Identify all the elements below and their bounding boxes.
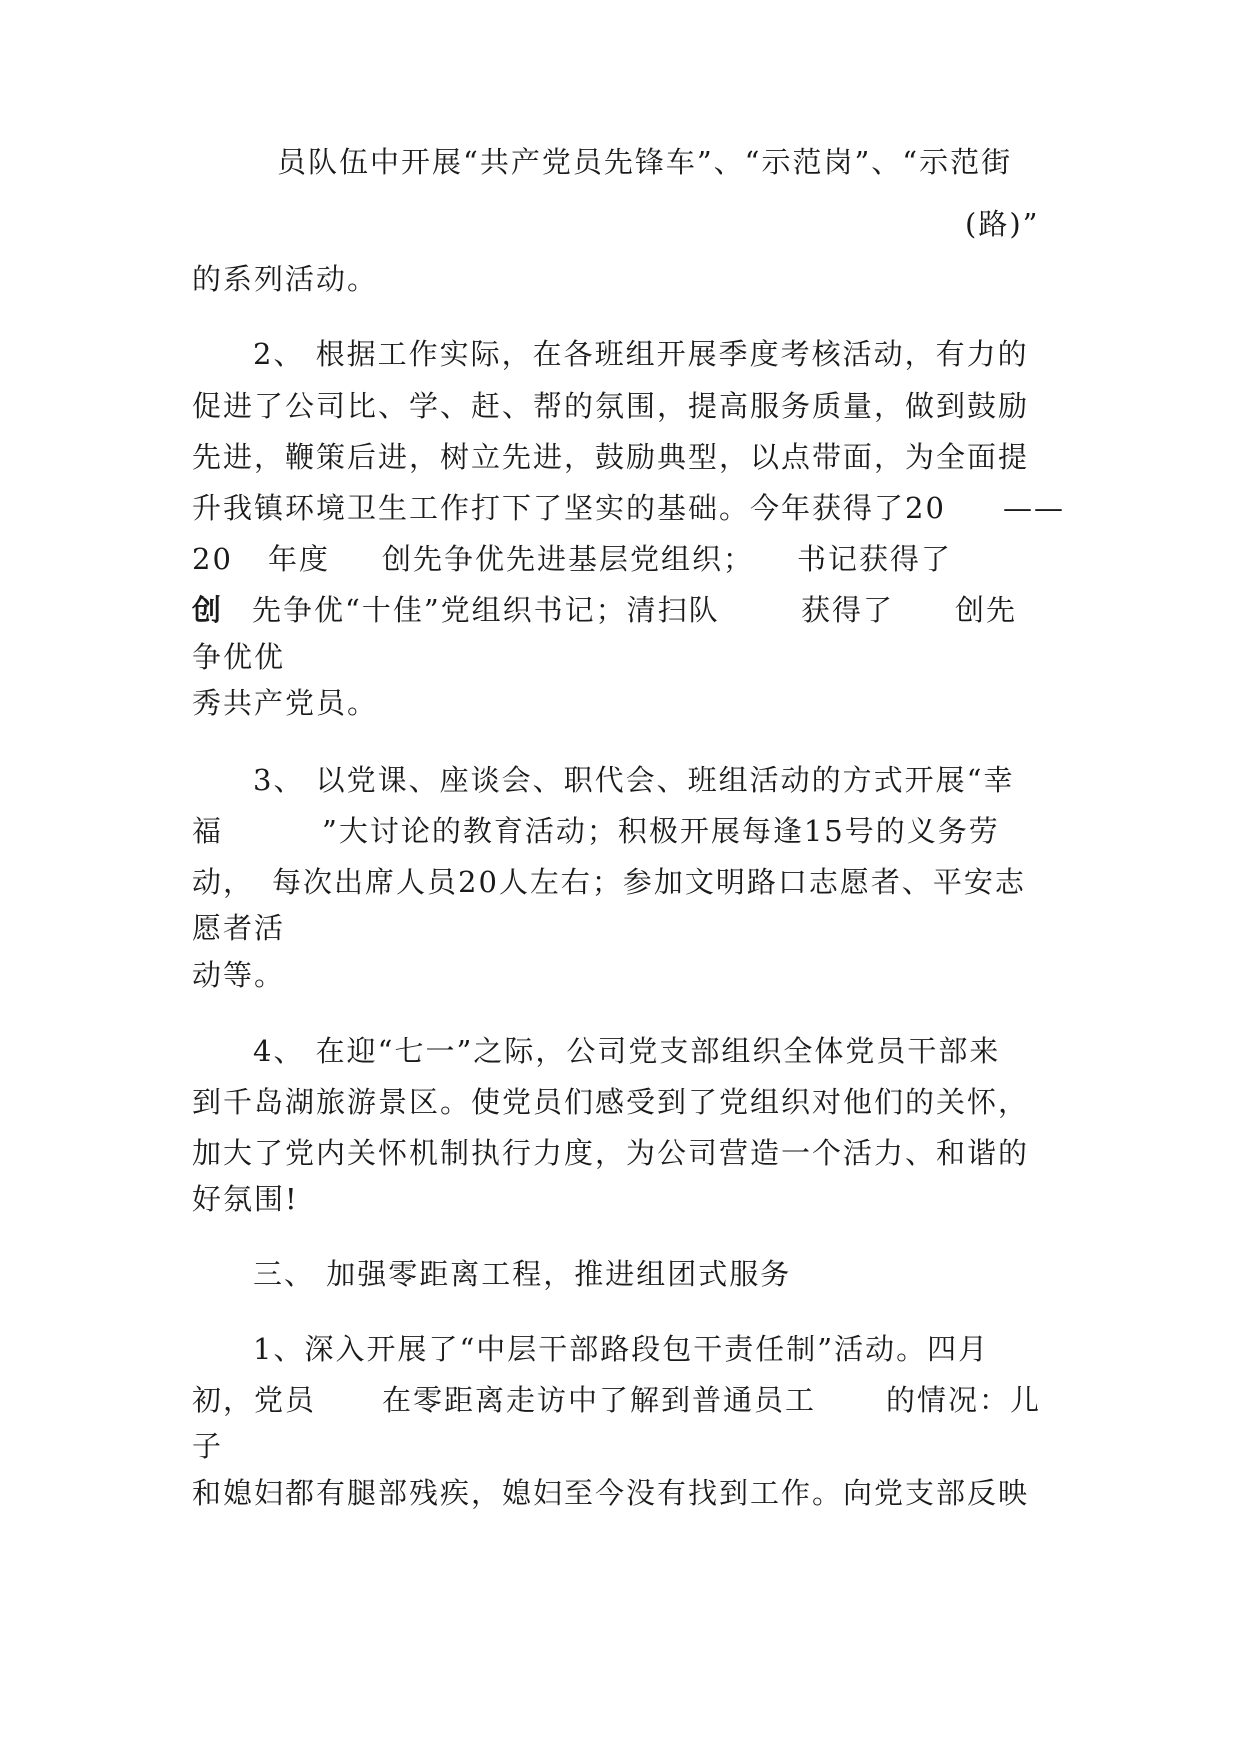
- paragraph-2-fragment: 创先: [955, 593, 1018, 627]
- paragraph-2-line: 升我镇环境卫生工作打下了坚实的基础。今年获得了20: [192, 491, 946, 525]
- paragraph-2-line: 2、 根据工作实际，在各班组开展季度考核活动，有力的: [253, 337, 1029, 371]
- paragraph-3-line: 动等。: [192, 958, 286, 992]
- paragraph-2-fragment: 获得了: [801, 593, 895, 627]
- paragraph-4-line: 到千岛湖旅游景区。使党员们感受到了党组织对他们的关怀，: [192, 1085, 1030, 1119]
- paragraph-4-line: 加大了党内关怀机制执行力度，为公司营造一个活力、和谐的: [192, 1136, 1030, 1170]
- paragraph-3-line: 3、 以党课、座谈会、职代会、班组活动的方式开展“幸: [253, 763, 1015, 797]
- paragraph-2-fragment: 创: [192, 593, 224, 627]
- paragraph-5-fragment: 的情况：儿: [886, 1383, 1042, 1417]
- text-line: 员队伍中开展“共产党员先锋车”、“示范岗”、“示范街: [277, 145, 1013, 179]
- paragraph-2-fragment: 书记获得了: [797, 542, 953, 576]
- paragraph-2-fragment: 先争优“十佳”党组织书记；清扫队: [252, 593, 720, 627]
- paragraph-3-fragment: 每次出席人员20人左右；参加文明路口志愿者、平安志: [272, 865, 1026, 899]
- text-line: 的系列活动。: [192, 262, 379, 296]
- paragraph-5-line: 1、深入开展了“中层干部路段包干责任制”活动。四月: [253, 1332, 990, 1366]
- paragraph-2-line: 秀共产党员。: [192, 686, 379, 720]
- paragraph-3-fragment: 动，: [192, 865, 255, 899]
- paragraph-2-line: 先进，鞭策后进，树立先进，鼓励典型，以点带面，为全面提: [192, 440, 1030, 474]
- text-line: (路)”: [965, 207, 1040, 241]
- paragraph-2-fragment: 争优优: [192, 640, 286, 674]
- section-heading: 三、 加强零距离工程，推进组团式服务: [253, 1257, 792, 1291]
- paragraph-2-fragment: 年度: [268, 542, 331, 576]
- paragraph-5-fragment: 子: [192, 1429, 224, 1463]
- paragraph-2-fragment: 创先争优先进基层党组织；: [382, 542, 755, 576]
- paragraph-5-fragment: 在零距离走访中了解到普通员工: [382, 1383, 817, 1417]
- paragraph-3-fragment: 福: [192, 814, 224, 848]
- paragraph-4-line: 4、 在迎“七一”之际，公司党支部组织全体党员干部来: [253, 1034, 1001, 1068]
- paragraph-2-fragment: ——: [1003, 491, 1065, 525]
- paragraph-5-fragment: 初，党员: [192, 1383, 317, 1417]
- paragraph-5-line: 和媳妇都有腿部残疾，媳妇至今没有找到工作。向党支部反映: [192, 1476, 1030, 1510]
- paragraph-4-line: 好氛围!: [192, 1182, 299, 1216]
- paragraph-3-fragment: ”大讨论的教育活动；积极开展每逢15号的义务劳: [322, 814, 1000, 848]
- paragraph-3-fragment: 愿者活: [192, 911, 286, 945]
- paragraph-2-fragment: 20: [192, 542, 233, 576]
- paragraph-2-line: 促进了公司比、学、赶、帮的氛围，提高服务质量，做到鼓励: [192, 389, 1030, 423]
